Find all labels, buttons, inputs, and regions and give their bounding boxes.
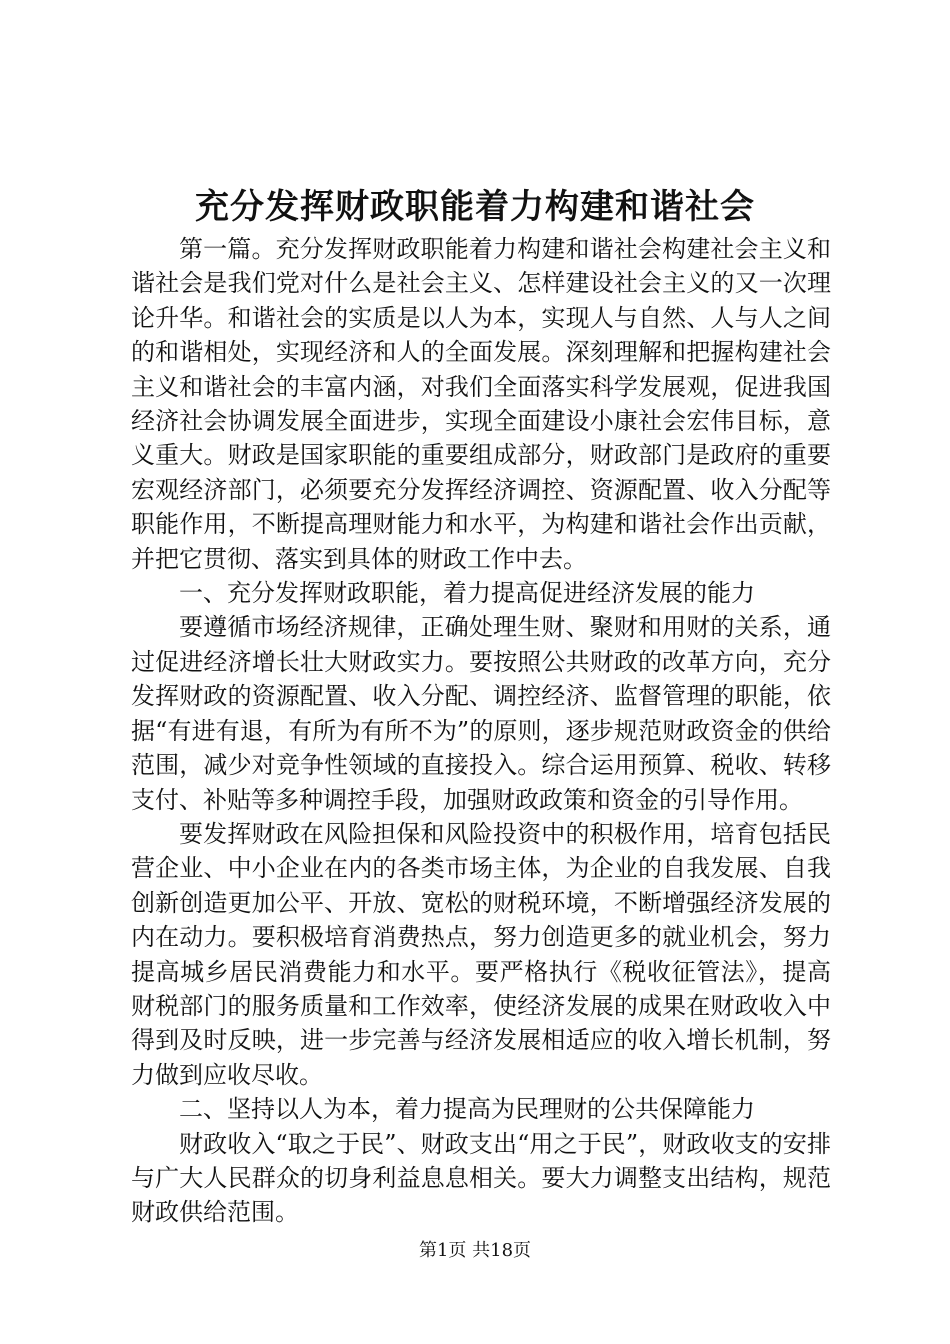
- page-number-footer: 第1页 共18页: [418, 1240, 532, 1261]
- document-title: 充分发挥财政职能着力构建和谐社会: [195, 187, 755, 227]
- document-body: [131, 232, 831, 1230]
- section-2-paragraph-1: 财政收入“取之于民”、财政支出“用之于民”，财政收支的安排与广大人民群众的切身利益息息相关。要大力调整支出结构，规范财政供给范围。: [131, 1129, 831, 1227]
- intro-paragraph: 第一篇。充分发挥财政职能着力构建和谐社会构建社会主义和谐社会是我们党对什么是社会主义、怎样建设社会主义的又一次理论升华。和谐社会的实质是以人为本，实现人与自然、人与人之间的和谐相处，实现经济和人的全面发展。深刻理解和把握构建社会主义和谐社会的丰富内涵，对我们全面落实科学发展观，促进我国经济社会协调发展全面进步，实现全面建设小康社会宏伟目标，意义重大。财政是国家职能的重要组成部分，财政部门是政府的重要宏观经济部门，必须要充分发挥经济调控、资源配置、收入分配等职能作用，不断提高理财能力和水平，为构建和谐社会作出贡献，并把它贯彻、落实到具体的财政工作中去。: [131, 235, 831, 573]
- section-heading-1: 一、充分发挥财政职能，着力提高促进经济发展的能力: [179, 579, 755, 608]
- section-1-paragraph-2: 要发挥财政在风险担保和风险投资中的积极作用，培育包括民营企业、中小企业在内的各类市场主体，为企业的自我发展、自我创新创造更加公平、开放、宽松的财税环境，不断增强经济发展的内在动力。要积极培育消费热点，努力创造更多的就业机会，努力提高城乡居民消费能力和水平。要严格执行《税收征管法》，提高财税部门的服务质量和工作效率，使经济发展的成果在财政收入中得到及时反映，进一步完善与经济发展相适应的收入增长机制，努力做到应收尽收。: [131, 819, 831, 1089]
- section-heading-2: 二、坚持以人为本，着力提高为民理财的公共保障能力: [179, 1095, 755, 1124]
- section-1-paragraph-1: 要遵循市场经济规律，正确处理生财、聚财和用财的关系，通过促进经济增长壮大财政实力。要按照公共财政的改革方向，充分发挥财政的资源配置、收入分配、调控经济、监督管理的职能，依据“有进有退，有所为有所不为”的原则，逐步规范财政资金的供给范围，减少对竞争性领域的直接投入。综合运用预算、税收、转移支付、补贴等多种调控手段，加强财政政策和资金的引导作用。: [131, 613, 831, 814]
